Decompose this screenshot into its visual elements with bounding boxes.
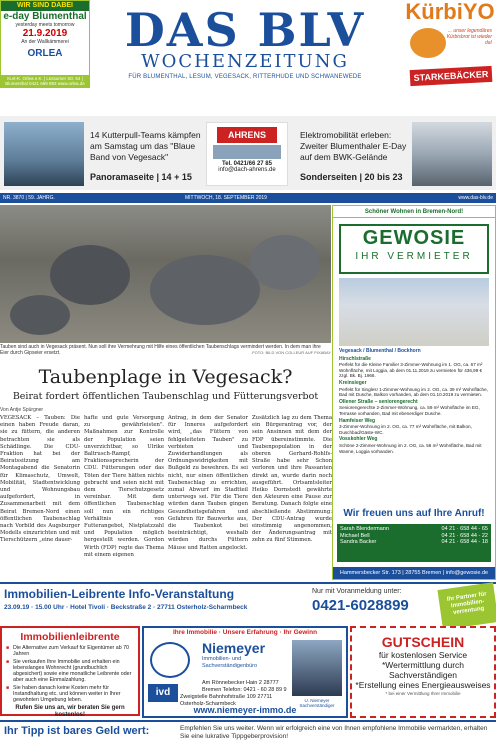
gutschein-line: für kostenlosen Service xyxy=(378,650,468,660)
gewosie-logo xyxy=(339,224,489,274)
niemeyer-name: Niemeyer xyxy=(202,640,266,656)
niemeyer-slogan: Ihre Immobilie · Unsere Erfahrung · Ihr Gewinn xyxy=(172,629,318,636)
person-caption: U. Niemeyer Sachverständiger xyxy=(299,698,335,708)
listing-title: Hirschlstraße xyxy=(339,355,371,362)
listing-text: Seniorengerechte 2-Zimmer-Wohnung, ca. 59 m² Wohnfläche im EG, Terrasse vorhanden, Bad mit ebenerdiger Dusche. xyxy=(339,405,480,416)
listing-text: Perfekt für die Kleine Familie! 3-Zimmer-Wohnung im 1. OG, ca. 67 m² Wohnfläche, mit Loggia, ab dem 01.11.2019 zu vermieten für 436,99 € zzgl. Bk. Bj. 1966. xyxy=(339,362,483,379)
pigeon-shape xyxy=(50,245,130,305)
article-subhead: Beirat fordert öffentlichen Taubenschlag und Fütterungsverbot xyxy=(12,391,319,402)
photo-caption xyxy=(0,344,331,356)
gewosie-cta: Wir freuen uns auf Ihre Anruf! xyxy=(343,508,485,519)
ad-kuerbiyo-text: ... unser legendäres Kürbisbrot ist wieder da! xyxy=(446,28,492,46)
issue-date: MITTWOCH, 18. SEPTEMBER 2019 xyxy=(185,195,267,201)
contact-tel: 04 21 · 658 44 - 22 xyxy=(441,532,488,539)
niemeyer-address-2: Zweigstelle Bahnhofstraße 109 27711 Osterholz-Scharmbeck xyxy=(180,694,273,707)
ad-gutschein[interactable] xyxy=(350,626,496,718)
teaser-section-2[interactable]: Sonderseiten | 20 bis 23 xyxy=(300,172,403,182)
building-image xyxy=(339,278,489,346)
listing-text: Perfekt für Singles! 1-Zimmer-Wohnung im 2. OG, ca. 39 m² Wohnfläche, Bad mit Dusche, Balkon vorhanden, ab dem 01.10.2019 zu vermieten. xyxy=(339,386,488,398)
ad-place: An der Wallkämmerei xyxy=(21,39,69,45)
article-column: Zusätzlich lag zu dem Thema ein Bürgerantrag vor, der sein Ansinnen mit dem der FDP übereinstimmte. Die Taubenpopulation in der oberen Gerhard-Rohlfs-Straße habe sehr Schon verloren und ihre Passanten direkt an, wurde darin noch ausgeführt. Ortsamtsleiter Heiko Dornstedt gewährte den Akteuren eine Pause zur Beratung. Danach folgte eine abschließende Abstimmung: Der CDU-Antrag wurde einstimmig angenommen, der Änderungsantrag mit zehn zu fünf Stimmen. xyxy=(252,415,332,544)
gewosie-brand: GEWOSIE xyxy=(362,227,466,249)
niemeyer-logo-icon xyxy=(150,642,190,678)
gutschein-line: *Wertermittlung durch Sachverständigen xyxy=(381,660,465,680)
listing-title: Vosskohler Weg xyxy=(339,436,378,443)
info-note: Nur mit Voranmeldung unter: xyxy=(312,588,402,595)
article-column: VEGESACK – Tauben: Die einen haben Freude daran, sie zu füttern, die anderen betrachten sie als Schädlinge. Die CDU-Fraktion hat bei der Beiratssitzung am Montagabend die Senatorin für Klimaschutz, Umwelt, Mobilität, Stadtentwicklung und Wohnungsbau aufgefordert, in Zusammenarbeit mit dem Beirat Bremen-Nord einen öffentlichen Taubenschlag nach Vorbild des Augsburger Modells einzurichten und mit Tierschützern „eine dauer- xyxy=(0,415,80,544)
leibrente-title: Immobilienleibrente xyxy=(20,631,120,643)
pigeon-shape xyxy=(250,235,320,290)
ad-e-day[interactable] xyxy=(0,0,90,88)
gewosie-listings xyxy=(339,349,489,454)
bottom-title: Ihr Tipp ist bares Geld wert: xyxy=(4,725,150,737)
info-details: 23.09.19 · 15.00 Uhr · Hotel Tivoli · Beckstraße 2 · 27711 Osterholz-Scharmbeck xyxy=(4,604,248,611)
issue-number: NR. 3870 | 59. JAHRG. xyxy=(3,195,55,201)
gutschein-line: *Erstellung eines Energieausweises xyxy=(355,680,491,690)
info-event-banner[interactable] xyxy=(0,582,496,624)
teaser-text-2[interactable]: Elektromobilität erleben: Zweiter Blumenthaler E-Day auf dem BWK-Gelände xyxy=(300,130,407,162)
listing-text: 3-Zimmer-Wohnung im 2. OG, ca. 77 m² Wohnfläche, mit Balkon, Duschbad/Gäste-WC. xyxy=(339,424,472,435)
ad-kuerbiyo-brand: KürbiYO xyxy=(405,0,495,24)
contact-tel: 04 21 · 658 44 - 18 xyxy=(441,539,488,545)
contact-name: Sarah Blendermann xyxy=(340,526,389,532)
ahrens-name: AHRENS xyxy=(217,127,277,143)
article-column: Antrag, in dem der Senator für Inneres aufgefordert wird, „das Füttern von fehlgeleiteten Tauben" zu verbieten und Zuwiderhandlungen als Ordnungswidrigkeiten mit Bußgeld zu bewehren. Es sei nicht, nur einen öffentlichen Taubenschlag zu errichten, zumal Abwurf im Stadtteil unterwegs sei. Für die Tiere würden dann Tauben gingen Gesundheitsgefahren und Gefahren für Bauwerke aus, die Taubenkot bei beeinträchtigt, weshalb würden durchs Füttern Mäuse und Ratten angelockt. xyxy=(168,415,248,551)
masthead-title: DAS BLV xyxy=(124,3,366,57)
date-bar xyxy=(0,193,496,203)
list-item: ■ Sie verkaufen Ihre Immobilie und erhalten ein lebenslanges Wohnrecht (grundbuchlich abgesichert) sowie eine monatliche Leibrente oder aber auch eine Einmalzahlung. xyxy=(6,659,134,684)
gewosie-top: Schöner Wohnen in Bremen-Nord! xyxy=(333,206,495,218)
caption-text: Tauben sind auch in Vegesack präsent. Nun soll ihre Vermehrung mit Hilfe eines öffentlichen Taubenschlags vermindert werden. In dem man ihre Eier durch Gipseier ersetzt. xyxy=(0,344,321,356)
teaser-image-car[interactable] xyxy=(412,122,492,186)
article-column: hafte und gute Versorgung zu gewährleisten". Maßnahmen zur Kontrolle der Population seien unverzichtbar, so Ulrike Baltrusch-Rampf, Fraktionssprecherin der CDU. Fütterungen oder das Töten der Tiere hätten nichts gebracht und seien nicht mit dem Tierschutzgesetz vereinbar. Mit dem öffentlichen Taubenschlag soll nun ein richtiges Verhältnis von Futterangebot, Nistplatzzahl und Population möglich hergestellt werden. Gordon Wirth (FDP) regte das Thema mit einem eigenen xyxy=(84,415,164,558)
gewosie-footer[interactable]: Hammersbecker Str. 173 | 28755 Bremen | info@gewosie.de xyxy=(333,567,495,579)
listing-title: Ollener Straße – seniorengerecht xyxy=(339,398,418,405)
ad-brand: e-day Blumenthal xyxy=(3,11,87,22)
ad-kuerbiyo-stamp: STARKEBÄCKER xyxy=(410,66,493,86)
ad-niemeyer[interactable] xyxy=(142,626,348,718)
pigeon-photo xyxy=(0,205,331,343)
listing-text: Schöne 2-Zimmer-Wohnung im 2. OG, ca. 56 m² Wohnfläche, Bad mit Wanne, Loggia vorhanden. xyxy=(339,442,482,454)
contact-tel: 04 21 · 658 44 - 65 xyxy=(441,526,488,532)
ad-gewosie[interactable] xyxy=(332,205,496,580)
ad-line: yesterday meets tomorrow xyxy=(15,22,75,28)
gewosie-contacts xyxy=(337,524,491,562)
contact-row[interactable] xyxy=(340,539,488,546)
teaser-image-boats[interactable] xyxy=(4,122,84,186)
roof-image xyxy=(213,145,281,159)
niemeyer-address xyxy=(202,680,290,693)
partner-badge: Ihr Partner für Immobilienverrentung xyxy=(437,582,496,629)
listing-title: Kreinsieger xyxy=(339,379,367,386)
photo-credit: FOTO: BILD VON COLLEUR AUF PIXABAY xyxy=(252,350,331,355)
ahrens-tel: Tel. 0421/66 27 85 xyxy=(222,161,272,167)
ad-footer: Kurt-K. Orlea e.K. | Lüssumer Str. 54 | Blumenthal 0421 699 893 www.orlea.de xyxy=(1,75,89,87)
person-photo xyxy=(292,640,342,696)
pigeon-shape xyxy=(150,255,260,325)
niemeyer-address-1: Am Rönnebecker Hain 2 28777 Bremen Telefon: 0421 - 60 28 89 9 xyxy=(202,680,287,693)
info-title: Immobilien-Leibrente Info-Veranstaltung xyxy=(4,587,235,601)
list-item: ■ Die Alternative zum Verkauf für Eigentümer ab 70 Jahren xyxy=(6,645,134,658)
teaser-text-1[interactable]: 14 Kutterpull-Teams kämpfen am Samstag um das "Blaue Band von Vegesack" xyxy=(90,130,201,162)
bottom-banner[interactable] xyxy=(0,720,496,746)
bottom-text: Empfehlen Sie uns weiter. Wenn wir erfolgreich eine von Ihnen empfohlene Immobilie vermarkten, erhalten Sie eine lukrative Tippgeberprovision! xyxy=(180,725,488,740)
article-byline: Von Antje Spürgner xyxy=(0,407,44,413)
ivd-logo: ivd xyxy=(148,684,178,702)
gutschein-note: * bei einer Vermittlung Ihrer Immobilie xyxy=(385,691,461,696)
masthead-subtitle: WOCHENZEITUNG xyxy=(141,51,349,72)
article-headline[interactable]: Taubenplage in Vegesack? xyxy=(38,366,293,388)
listing-title: Hamfeiser Weg xyxy=(339,417,376,424)
ad-company: ORLEA xyxy=(27,48,63,59)
masthead-tagline: FÜR BLUMENTHAL, LESUM, VEGESACK, RITTERHUDE UND SCHWANEWEDE xyxy=(128,74,362,80)
masthead xyxy=(100,3,390,80)
contact-name: Michael Bell xyxy=(340,532,370,539)
teaser-section-1[interactable]: Panoramaseite | 14 + 15 xyxy=(90,172,192,182)
gewosie-sub: IHR VERMIETER xyxy=(355,251,473,262)
ahrens-mail: info@dach-ahrens.de xyxy=(218,167,276,173)
ad-ahrens[interactable] xyxy=(206,122,288,186)
pigeon-shape xyxy=(10,295,70,335)
ad-kuerbiyo[interactable] xyxy=(404,0,496,88)
ad-bar: WIR SIND DABEI xyxy=(1,1,89,11)
leibrente-list xyxy=(2,643,138,704)
leibrente-cta: Rufen Sie uns an, wir beraten Sie gern kostenlos! xyxy=(15,704,125,718)
gutschein-title: GUTSCHEIN xyxy=(381,634,465,650)
ad-date: 21.9.2019 xyxy=(22,28,68,39)
gewosie-location: Vegesack / Blumenthal / Bockhorn xyxy=(339,348,421,354)
niemeyer-website[interactable]: www.niemeyer-immo.de xyxy=(193,705,297,715)
ad-leibrente[interactable] xyxy=(0,626,140,716)
pumpkin-icon xyxy=(410,28,446,58)
website-link[interactable]: www.das-blv.de xyxy=(458,195,493,201)
niemeyer-sub: Immobilien- und Sachverständigenbüro xyxy=(202,656,258,669)
contact-name: Sandra Backer xyxy=(340,539,377,545)
info-phone[interactable]: 0421-6028899 xyxy=(312,597,409,614)
list-item: ■ Sie haben danach keine Kosten mehr für Instandhaltung etc. und können weiter in Ihrer gewohnten Umgebung leben. xyxy=(6,685,134,704)
